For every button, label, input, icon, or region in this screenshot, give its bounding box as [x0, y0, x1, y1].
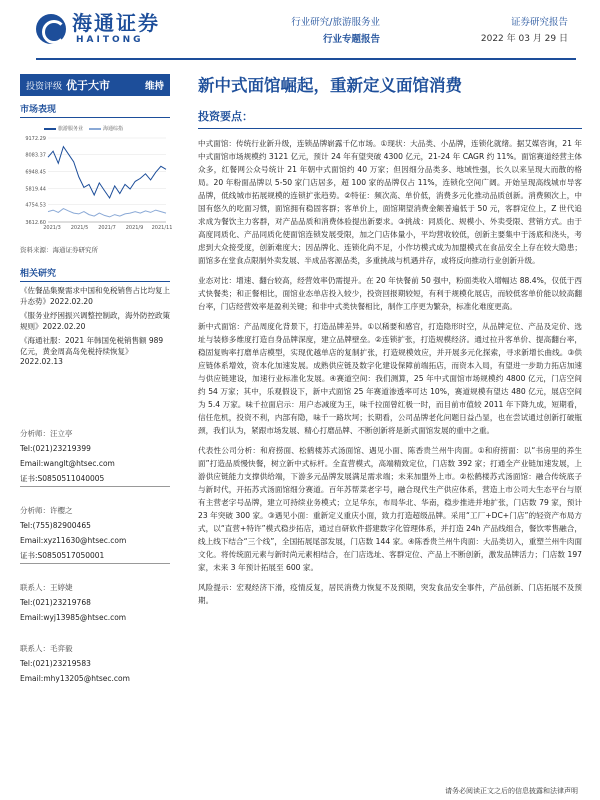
report-date: 2022 年 03 月 29 日 — [480, 34, 568, 44]
logo-chinese-name: 海通证券 — [72, 11, 160, 35]
investment-rating-bar — [20, 74, 170, 96]
document-type: 证券研究报告 — [510, 17, 568, 28]
x-tick-label: 2021/9 — [125, 225, 144, 231]
contact-block — [20, 641, 170, 686]
left-sidebar — [20, 102, 173, 372]
line-chart-svg — [20, 122, 173, 242]
para-format-comparison: 业态对比：增速、翻台较高，经营效率仍需提升。在 20 年快餐前 50 强中，粉面类收入增幅达 88.4%，仅低于西式快餐类；和正餐相比，面馆业态单店投入较少，投资回报期较短，有利于规模化展店，而较低客单价能以较高翻台率，门店经营效率是盈利关键；和非中式类快餐相比，制作工序更为繁杂，标准化难度更高。 — [198, 276, 582, 311]
x-tick-label: 2021/3 — [43, 225, 61, 231]
contact-tel: Tel:(021)23219768 — [20, 598, 91, 607]
report-header — [0, 0, 600, 60]
page-title: 新中式面馆崛起，重新定义面馆消费 — [198, 76, 462, 95]
analyst-tel: Tel:(755)82900465 — [20, 521, 91, 530]
chart-legend — [38, 125, 123, 132]
contact-name: 联系人：毛弈毅 — [20, 644, 73, 653]
analyst-email[interactable]: Email:xyz11630@htsec.com — [20, 536, 127, 545]
related-section-title: 相关研究 — [20, 266, 170, 282]
analyst-email[interactable]: Email:wanglt@htsec.com — [20, 459, 115, 468]
contact-tel: Tel:(021)23219583 — [20, 659, 91, 668]
rating-label: 投资评级 — [26, 81, 63, 92]
analyst-cert: 证书:S0850517050001 — [20, 548, 170, 564]
contact-email[interactable]: Email:mhy13205@htsec.com — [20, 674, 130, 683]
report-category: 行业研究/旅游服务业 — [291, 17, 380, 28]
logo-emblem-icon — [36, 14, 66, 44]
analyst-block — [20, 426, 170, 487]
related-research — [20, 266, 170, 368]
market-section-title: 市场表现 — [20, 102, 170, 118]
contact-block — [20, 580, 170, 625]
y-tick-label: 4754.53 — [25, 202, 46, 209]
legend-label-b: 海通综指 — [103, 126, 124, 132]
y-tick-label: 8083.37 — [25, 152, 46, 159]
rating-value: 优于大市 — [66, 79, 111, 92]
report-type: 行业专题报告 — [322, 34, 380, 45]
related-item[interactable]: 《服务业纾困振兴调整控制政，海外防控政策规则》2022.02.20 — [20, 311, 170, 331]
analyst-name: 分析师：许樱之 — [20, 506, 73, 515]
market-chart — [20, 122, 173, 242]
series-line-index — [48, 209, 166, 217]
x-tick-label: 2021/11 — [151, 225, 173, 231]
y-tick-label: 5819.44 — [25, 186, 46, 193]
x-tick-label: 2021/7 — [98, 225, 116, 231]
logo-english-name: HAITONG — [76, 35, 144, 45]
header-divider — [36, 58, 576, 60]
para-noodle-industry: 中式面馆：传统行业新升级，连锁品牌崭露千亿市场。①现状：大品类、小品牌，连锁化就绪。据艾媒咨询，21 年中式面馆市场规模约 3121 亿元，预计 24 年有望突破 4300 亿元，21-24 年 CAGR 约 11%。面馆赛道经营主体众多，红餐网公众号统计 21 年朝中式面馆约 40 万家；但因细分品类多、地域性强，长久以来呈现大而散的格局。20 年粉面品牌以 5-50 家门店居多，超 100 家的品牌仅占 11%，连锁化空间广阔。开始呈现高线城市导客品牌，低线城市拓展规模的连锁扩张趋势。②特征：频次高、单价低，消费多元化推动品质创新。消费频次上，中国有悠久的吃面习惯，面馆拥有稳固客群；客单价上，面馆期望消费金额普遍低于 50 元，客群定位上，Z 世代追求成为餐饮主力客群，对产品品质和消费体验提出新要求。③挑战：同质化、规模小、外卖受限、营销方式。由于高度同质化、产品同质化使面馆连锁发展受限，加之门店体量小，平均营收较低，创新主要集中于汤底和浇头，考虑到大众接受度，创新难度大；因品牌化、连锁化尚不足，小作坊模式成为加盟模式在食品安全上存在较大隐患；面馆多在堂食点限制外卖发展、半成品客源品类，多重挑战与机遇并存，或将反向推动行业创新升级。 — [198, 139, 582, 265]
y-tick-label: 9172.29 — [25, 136, 46, 142]
legend-swatch-b — [89, 128, 101, 130]
main-content — [198, 108, 582, 614]
analyst-block — [20, 503, 170, 564]
contact-email[interactable]: Email:wyj13985@htsec.com — [20, 613, 127, 622]
analyst-cert: 证书:S0850511040005 — [20, 471, 170, 487]
rating-maintain: 维持 — [144, 81, 164, 92]
analyst-name: 分析师：汪立亭 — [20, 429, 73, 438]
chart-source: 资料来源：海通证券研究所 — [20, 246, 98, 254]
key-points-title: 投资要点： — [198, 108, 582, 129]
page-footer-disclaimer: 请务必阅读正文之后的信息披露和法律声明 — [445, 787, 578, 795]
related-item[interactable]: 《海通社服：2021 年韩国免税销售额 989 亿元，黄金周高岛免税持续恢复》2022.02.13 — [20, 336, 164, 366]
y-tick-label: 3612.60 — [25, 220, 46, 226]
contact-name: 联系人：王婷婕 — [20, 583, 73, 592]
analyst-tel: Tel:(021)23219399 — [20, 444, 91, 453]
para-company-analysis: 代表性公司分析：和府捞面、松鹤楼苏式汤面馆、遇见小面、陈香贵兰州牛肉面。①和府捞面：以“书房里的养生面”打造品质慢快餐，树立新中式标杆。全直营模式，高端精致定位，门店数 392 家；打通全产业链加速发展，上游供应链能力支撑供给端，下游多元品牌发展满足需求端；未来加盟外上市。②松鹤楼苏式汤面馆：融合传统底子与新时代，开拓苏式汤面馆细分赛道。百年苏帮菜老字号，融合现代生产供应体系，营造上市公司大生态平台与原有主营老字号品牌，建立可持续业务模式；立足华东，布局华北、华南，稳步推进并地扩张，门店数 79 家，预计 23 年突破 300 家。③遇见小面：重新定义重庆小面，致力打造超级品牌。采用“工厂+DC+门店”的轻资产布局方式，以“直营+特许”模式稳步拓店，通过自研软件搭建数字化管理体系，并打造 24h 产品线组合，餐饮零售融合，线上线下结合“三个线”，全国拓展尾部发展，门店数 144 家。④陈香贵兰州牛肉面：大品类切入，重塑兰州牛肉面文化。将传统面元素与新时尚元素相结合，在门店选址、客群定位、产品上不断创新，激发品牌活力；门店数 197 家，未来 3 年预计拓展至 600 家。 — [198, 446, 582, 572]
analyst-contacts — [20, 426, 170, 702]
para-new-chinese-noodle: 新中式面馆：产品周度化背景下，打造品牌差异。①以稀要和感官，打造隐形时空，从品牌定位、产品及定价、选址与装修多维度打造自身品牌深度，建立品牌壁垒。②连锁扩张，打造规模经济。通过拉升客单价、提高翻台率，稳固复购率打磨单店模型，实现优越单店的复制扩张，打造规模效应，并开展多元化探索，寻求新增长曲线。③供应链体系增效，资本化加速发展。成熟供应链及数字化建设保障前端拓店，而资本入局，有望进一步助力拓店加速与供应链建设，加速行业标准化发展。④赛道空间：我们测算，25 年中式面馆市场规模约 4800 亿元，门店空间约 54 万家；其中，乐观假设下，新中式面馆 25 年赛道渗透率可达 10%，赛道规模有望达 480 亿元，展店空间为 5.4 万家。味千拉面启示：用户态减度为王，味千拉面曾红极一时，而目前市值较 2011 年下降九成，短期看，信任危机，投资不利，内部有隐，味千一路坎坷；长期看，公司品牌老化问题日益凸显，也在尝试通过创新打破瓶颈，我们认为，紧跟市场发展、精心打磨品牌、不断创新将是新式面馆发展的重中之重。 — [198, 322, 582, 435]
para-risk-warning: 风险提示：宏观经济下滑，疫情反复，居民消费力恢复不及预期，突发食品安全事件，产品创新、门店拓展不及预期。 — [198, 583, 582, 605]
legend-swatch-a — [44, 128, 56, 130]
company-logo — [36, 12, 160, 46]
related-item[interactable]: 《佐餐品集聚需求中国和免税销售占比均复上升态势》2022.02.20 — [20, 286, 170, 306]
y-tick-label: 6948.45 — [25, 169, 46, 176]
legend-label-a: 旅游服务业 — [58, 126, 84, 132]
x-tick-label: 2021/5 — [70, 225, 89, 231]
